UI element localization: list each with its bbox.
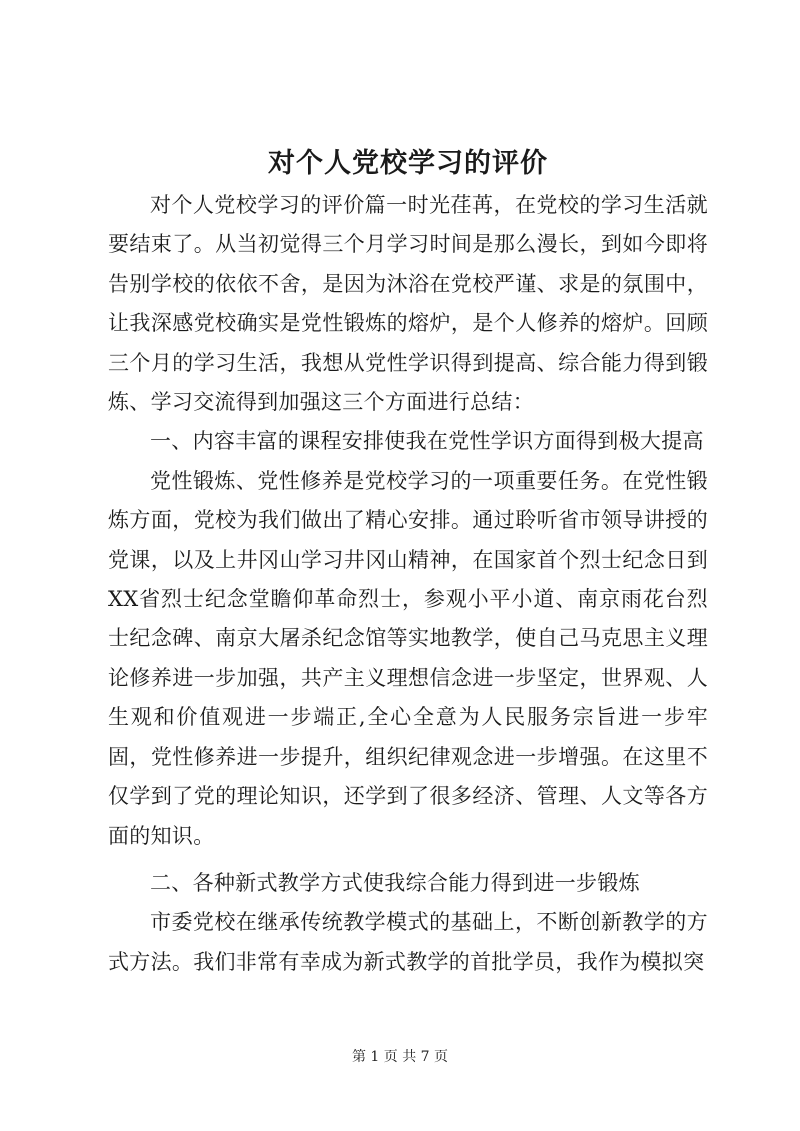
- document-page: [108, 0, 708, 1131]
- section-heading-2: 二、各种新式教学方式使我综合能力得到进一步锻炼: [150, 870, 640, 895]
- paragraph-party-training: 党性锻炼、党性修养是党校学习的一项重要任务。在党性锻炼方面，党校为我们做出了精心安排。通过聆听省市领导讲授的党课，以及上井冈山学习井冈山精神，在国家首个烈士纪念日到XX省烈士纪念堂瞻仰革命烈士，参观小平小道、南京雨花台烈士纪念碑、南京大屠杀纪念馆等实地教学，使自己马克思主义理论修养进一步加强，共产主义理想信念进一步坚定，世界观、人生观和价值观进一步端正,全心全意为人民服务宗旨进一步牢固，党性修养进一步提升，组织纪律观念进一步增强。在这里不仅学到了党的理论知识，还学到了很多经济、管理、人文等各方面的知识。: [108, 468, 708, 848]
- document-body: [108, 186, 708, 982]
- document-title: 对个人党校学习的评价: [268, 148, 548, 179]
- paragraph-gap: [108, 856, 708, 864]
- page-footer: 第 1 页 共 7 页: [351, 1049, 449, 1065]
- section-heading-1: 一、内容丰富的课程安排使我在党性学识方面得到极大提高: [150, 429, 704, 454]
- paragraph-intro: 对个人党校学习的评价篇一时光荏苒，在党校的学习生活就要结束了。从当初觉得三个月学习时间是那么漫长，到如今即将告别学校的依依不舍，是因为沐浴在党校严谨、求是的氛围中，让我深感党校确实是党性锻炼的熔炉，是个人修养的熔炉。回顾三个月的学习生活，我想从党性学识得到提高、综合能力得到锻炼、学习交流得到加强这三个方面进行总结：: [108, 193, 708, 415]
- paragraph-teaching-methods: 市委党校在继承传统教学模式的基础上，不断创新教学的方式方法。我们非常有幸成为新式教学的首批学员，我作为模拟突: [108, 910, 708, 974]
